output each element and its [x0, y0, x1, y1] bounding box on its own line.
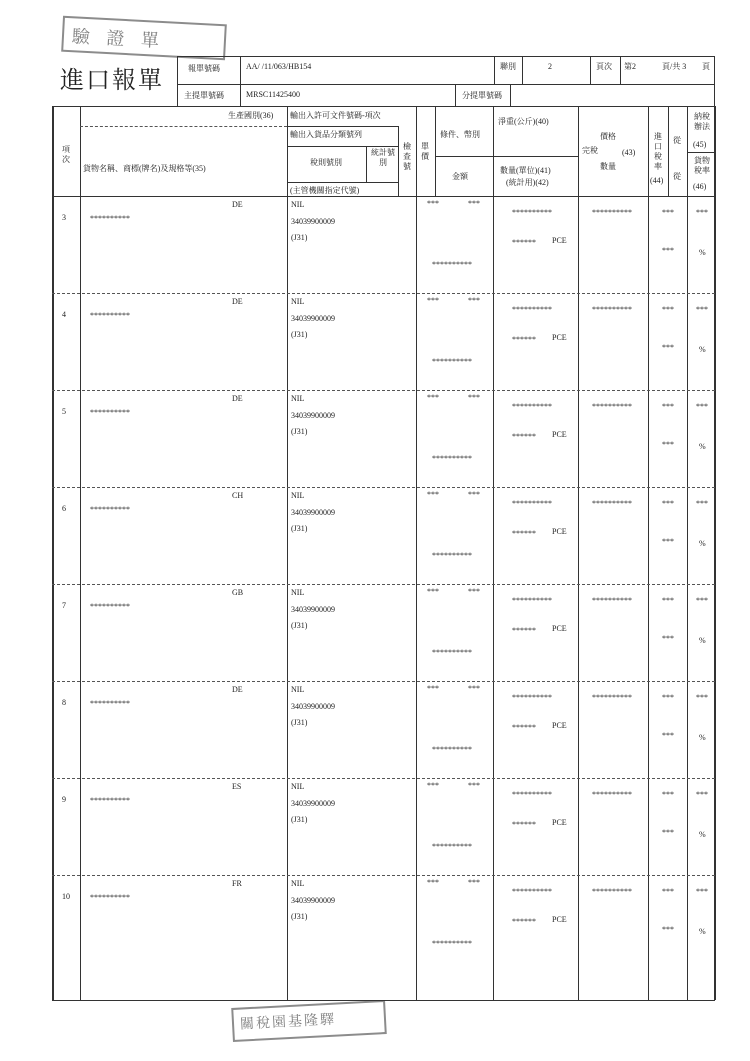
item-terms: ***: [468, 296, 480, 305]
item-payment-method: ***: [696, 693, 708, 702]
item-payment-method: ***: [696, 887, 708, 896]
item-import-rate: ***: [662, 693, 674, 702]
item-qty: ******: [512, 820, 536, 829]
col-inspection: 檢查號: [403, 142, 411, 171]
col-permit-no: 輸出入許可文件號碼-項次: [290, 111, 381, 120]
item-desc: **********: [90, 602, 130, 611]
item-agency-code: (J31): [291, 233, 308, 242]
item-permit: NIL: [291, 297, 305, 306]
item-amount: **********: [432, 551, 472, 560]
item-desc: **********: [90, 408, 130, 417]
item-qty: ******: [512, 529, 536, 538]
page-label: 頁次: [596, 62, 612, 71]
item-tariff: 34039900009: [291, 702, 335, 711]
item-amount: **********: [432, 842, 472, 851]
item-terms: ***: [468, 878, 480, 887]
col-commodity-tax: 貨物稅率: [694, 156, 710, 175]
col-ad-valorem-1: 從: [673, 136, 681, 145]
item-no: 5: [62, 407, 66, 416]
item-tariff: 34039900009: [291, 217, 335, 226]
item-ad-valorem-rate: ***: [662, 440, 674, 449]
declaration-no: AA/ /11/063/HB154: [246, 62, 312, 71]
item-price: **********: [592, 208, 632, 217]
item-unit-price: ***: [427, 587, 439, 596]
item-agency-code: (J31): [291, 718, 308, 727]
item-no: 6: [62, 504, 66, 513]
item-commodity-rate: %: [699, 830, 706, 839]
item-qty: ******: [512, 626, 536, 635]
item-terms: ***: [468, 199, 480, 208]
item-weight: **********: [512, 693, 552, 702]
item-no: 7: [62, 601, 66, 610]
col-duty-paid: 完稅: [582, 146, 598, 155]
item-origin: DE: [232, 200, 243, 209]
item-agency-code: (J31): [291, 621, 308, 630]
item-unit: PCE: [552, 527, 567, 536]
item-terms: ***: [468, 490, 480, 499]
item-payment-method: ***: [696, 402, 708, 411]
item-permit: NIL: [291, 394, 305, 403]
item-tariff: 34039900009: [291, 411, 335, 420]
item-qty: ******: [512, 335, 536, 344]
item-unit: PCE: [552, 818, 567, 827]
item-price: **********: [592, 693, 632, 702]
col-ad-valorem-2: 從: [673, 172, 681, 181]
house-bl-label: 分提單號碼: [462, 91, 502, 100]
item-price: **********: [592, 790, 632, 799]
item-terms: ***: [468, 781, 480, 790]
row-separator: [52, 584, 715, 585]
item-weight: **********: [512, 208, 552, 217]
item-origin: DE: [232, 685, 243, 694]
item-origin: CH: [232, 491, 244, 500]
item-desc: **********: [90, 796, 130, 805]
item-ad-valorem-rate: ***: [662, 731, 674, 740]
item-commodity-rate: %: [699, 442, 706, 451]
item-payment-method: ***: [696, 499, 708, 508]
item-agency-code: (J31): [291, 427, 308, 436]
item-permit: NIL: [291, 879, 305, 888]
item-unit-price: ***: [427, 393, 439, 402]
item-tariff: 34039900009: [291, 314, 335, 323]
col-tariff-no: 稅則號別: [310, 158, 342, 167]
col-qty-label: 數量: [600, 162, 616, 171]
item-unit: PCE: [552, 721, 567, 730]
item-unit-price: ***: [427, 878, 439, 887]
item-import-rate: ***: [662, 402, 674, 411]
item-import-rate: ***: [662, 499, 674, 508]
row-separator: [52, 778, 715, 779]
item-weight: **********: [512, 402, 552, 411]
item-no: 9: [62, 795, 66, 804]
item-commodity-rate: %: [699, 345, 706, 354]
col-payment-method: 納稅辦法: [694, 112, 710, 131]
col-price: 價格: [600, 132, 616, 141]
item-tariff: 34039900009: [291, 508, 335, 517]
item-ad-valorem-rate: ***: [662, 634, 674, 643]
item-permit: NIL: [291, 491, 305, 500]
item-ad-valorem-rate: ***: [662, 343, 674, 352]
sheet-label: 聯別: [500, 62, 516, 71]
col-item-no: 項次: [62, 145, 70, 164]
item-no: 8: [62, 698, 66, 707]
item-unit-price: ***: [427, 296, 439, 305]
item-terms: ***: [468, 587, 480, 596]
item-import-rate: ***: [662, 305, 674, 314]
item-weight: **********: [512, 790, 552, 799]
item-tariff: 34039900009: [291, 799, 335, 808]
item-permit: NIL: [291, 200, 305, 209]
col-import-tax-no: (44): [650, 176, 664, 185]
col-amount: 金額: [452, 172, 468, 181]
item-commodity-rate: %: [699, 733, 706, 742]
item-desc: **********: [90, 214, 130, 223]
item-terms: ***: [468, 393, 480, 402]
page-current: 第2: [624, 62, 636, 71]
item-desc: **********: [90, 699, 130, 708]
col-commodity-tax-no: (46): [693, 182, 707, 191]
item-desc: **********: [90, 505, 130, 514]
item-payment-method: ***: [696, 790, 708, 799]
col-agency-code: (主管機關指定代號): [290, 186, 360, 195]
item-permit: NIL: [291, 782, 305, 791]
item-unit: PCE: [552, 430, 567, 439]
item-qty: ******: [512, 238, 536, 247]
col-payment-method-no: (45): [693, 140, 707, 149]
item-price: **********: [592, 305, 632, 314]
item-unit: PCE: [552, 624, 567, 633]
item-desc: **********: [90, 893, 130, 902]
col-goods-desc: 貨物名稱、商標(牌名)及規格等(35): [83, 164, 206, 173]
col-goods-class: 輸出入貨品分類號列: [290, 130, 362, 139]
item-import-rate: ***: [662, 596, 674, 605]
item-price: **********: [592, 887, 632, 896]
master-bl-label: 主提單號碼: [184, 91, 224, 100]
row-separator: [52, 293, 715, 294]
item-weight: **********: [512, 305, 552, 314]
item-weight: **********: [512, 499, 552, 508]
item-ad-valorem-rate: ***: [662, 537, 674, 546]
col-net-weight: 淨重(公斤)(40): [498, 117, 549, 126]
item-agency-code: (J31): [291, 330, 308, 339]
col-stat-no: 統計號別: [371, 148, 395, 167]
item-unit: PCE: [552, 236, 567, 245]
col-quantity: 數量(單位)(41): [500, 166, 551, 175]
item-agency-code: (J31): [291, 524, 308, 533]
item-origin: GB: [232, 588, 244, 597]
item-unit: PCE: [552, 333, 567, 342]
item-no: 10: [62, 892, 70, 901]
item-agency-code: (J31): [291, 912, 308, 921]
declaration-no-label: 報單號碼: [188, 64, 220, 73]
item-price: **********: [592, 596, 632, 605]
item-qty: ******: [512, 432, 536, 441]
col-origin-country: 生產國別(36): [228, 111, 274, 120]
item-qty: ******: [512, 723, 536, 732]
item-commodity-rate: %: [699, 636, 706, 645]
item-permit: NIL: [291, 685, 305, 694]
item-import-rate: ***: [662, 790, 674, 799]
item-amount: **********: [432, 357, 472, 366]
col-duty-paid-no: (43): [622, 148, 636, 157]
item-ad-valorem-rate: ***: [662, 246, 674, 255]
item-unit-price: ***: [427, 684, 439, 693]
item-ad-valorem-rate: ***: [662, 828, 674, 837]
item-origin: DE: [232, 297, 243, 306]
item-tariff: 34039900009: [291, 896, 335, 905]
row-separator: [52, 681, 715, 682]
item-no: 4: [62, 310, 66, 319]
item-weight: **********: [512, 596, 552, 605]
master-bl: MRSC11425400: [246, 90, 300, 99]
page-total: 頁/共 3: [662, 62, 687, 71]
item-origin: DE: [232, 394, 243, 403]
item-unit-price: ***: [427, 199, 439, 208]
item-payment-method: ***: [696, 596, 708, 605]
item-payment-method: ***: [696, 208, 708, 217]
col-terms-currency: 條件、幣別: [440, 130, 480, 139]
item-import-rate: ***: [662, 208, 674, 217]
form-title: 進口報單: [60, 68, 164, 94]
item-amount: **********: [432, 648, 472, 657]
item-amount: **********: [432, 745, 472, 754]
sheet-value: 2: [548, 62, 552, 71]
item-tariff: 34039900009: [291, 605, 335, 614]
item-commodity-rate: %: [699, 539, 706, 548]
item-price: **********: [592, 402, 632, 411]
item-desc: **********: [90, 311, 130, 320]
item-payment-method: ***: [696, 305, 708, 314]
row-separator: [52, 875, 715, 876]
row-separator: [52, 390, 715, 391]
item-origin: ES: [232, 782, 242, 791]
page-suffix: 頁: [702, 62, 710, 71]
item-price: **********: [592, 499, 632, 508]
col-import-tax-rate: 進口稅率: [654, 132, 662, 171]
col-unit-price: 單價: [421, 142, 429, 161]
item-commodity-rate: %: [699, 248, 706, 257]
item-weight: **********: [512, 887, 552, 896]
item-agency-code: (J31): [291, 815, 308, 824]
item-unit-price: ***: [427, 490, 439, 499]
col-quantity-stat: (統計用)(42): [506, 178, 549, 187]
bottom-stamp: 關稅園基隆驛: [231, 1000, 387, 1042]
top-stamp: 驗 證 單: [61, 16, 227, 61]
item-commodity-rate: %: [699, 927, 706, 936]
item-no: 3: [62, 213, 66, 222]
item-origin: FR: [232, 879, 242, 888]
item-permit: NIL: [291, 588, 305, 597]
item-ad-valorem-rate: ***: [662, 925, 674, 934]
item-import-rate: ***: [662, 887, 674, 896]
item-unit: PCE: [552, 915, 567, 924]
row-separator: [52, 487, 715, 488]
item-amount: **********: [432, 260, 472, 269]
item-qty: ******: [512, 917, 536, 926]
item-terms: ***: [468, 684, 480, 693]
item-unit-price: ***: [427, 781, 439, 790]
item-amount: **********: [432, 939, 472, 948]
item-amount: **********: [432, 454, 472, 463]
